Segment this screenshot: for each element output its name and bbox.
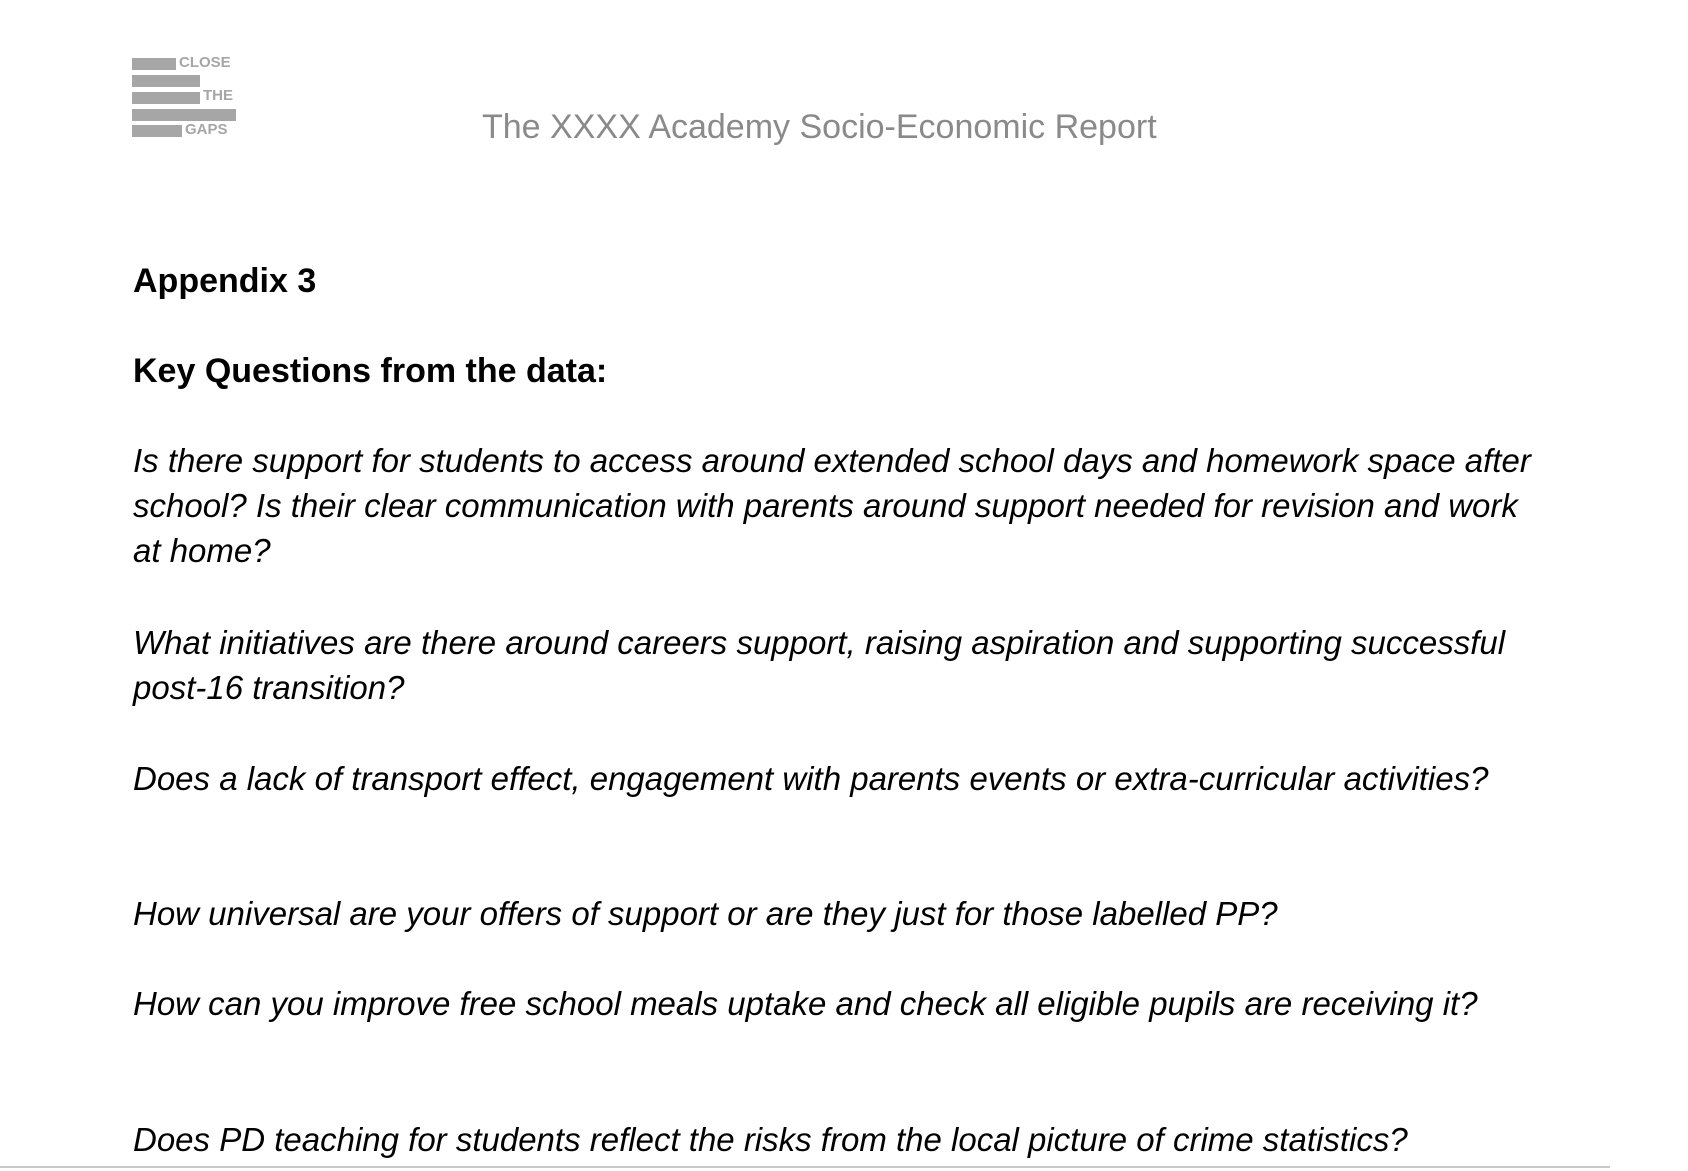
question-paragraph: Does a lack of transport effect, engagement with parents events or extra-curricular activities? — [133, 760, 1489, 797]
close-the-gaps-logo — [132, 55, 242, 140]
logo-bar — [132, 75, 200, 87]
question-paragraph: How can you improve free school meals uptake and check all eligible pupils are receiving it? — [133, 985, 1478, 1022]
logo-word-close: CLOSE — [179, 54, 231, 71]
report-header-title: The XXXX Academy Socio-Economic Report — [482, 108, 1157, 146]
question-paragraph: What initiatives are there around careers support, raising aspiration and supporting successful post-16 transition? — [133, 624, 1506, 706]
question-paragraph: How universal are your offers of support or are they just for those labelled PP? — [133, 895, 1278, 932]
logo-bar — [132, 92, 200, 104]
logo-bar — [132, 109, 236, 121]
appendix-title: Appendix 3 — [133, 262, 317, 300]
page-bottom-divider — [0, 1166, 1610, 1168]
question-paragraph: Does PD teaching for students reflect the risks from the local picture of crime statistics? — [133, 1121, 1408, 1158]
logo-bar — [132, 58, 176, 70]
logo-word-the: THE — [203, 87, 233, 104]
section-title: Key Questions from the data: — [133, 352, 608, 390]
logo-word-gaps: GAPS — [185, 121, 228, 138]
logo-bar — [132, 125, 182, 137]
question-paragraph: Is there support for students to access around extended school days and homework space after school? Is their clear communication with parents around support needed for revision and work at home? — [133, 442, 1531, 569]
